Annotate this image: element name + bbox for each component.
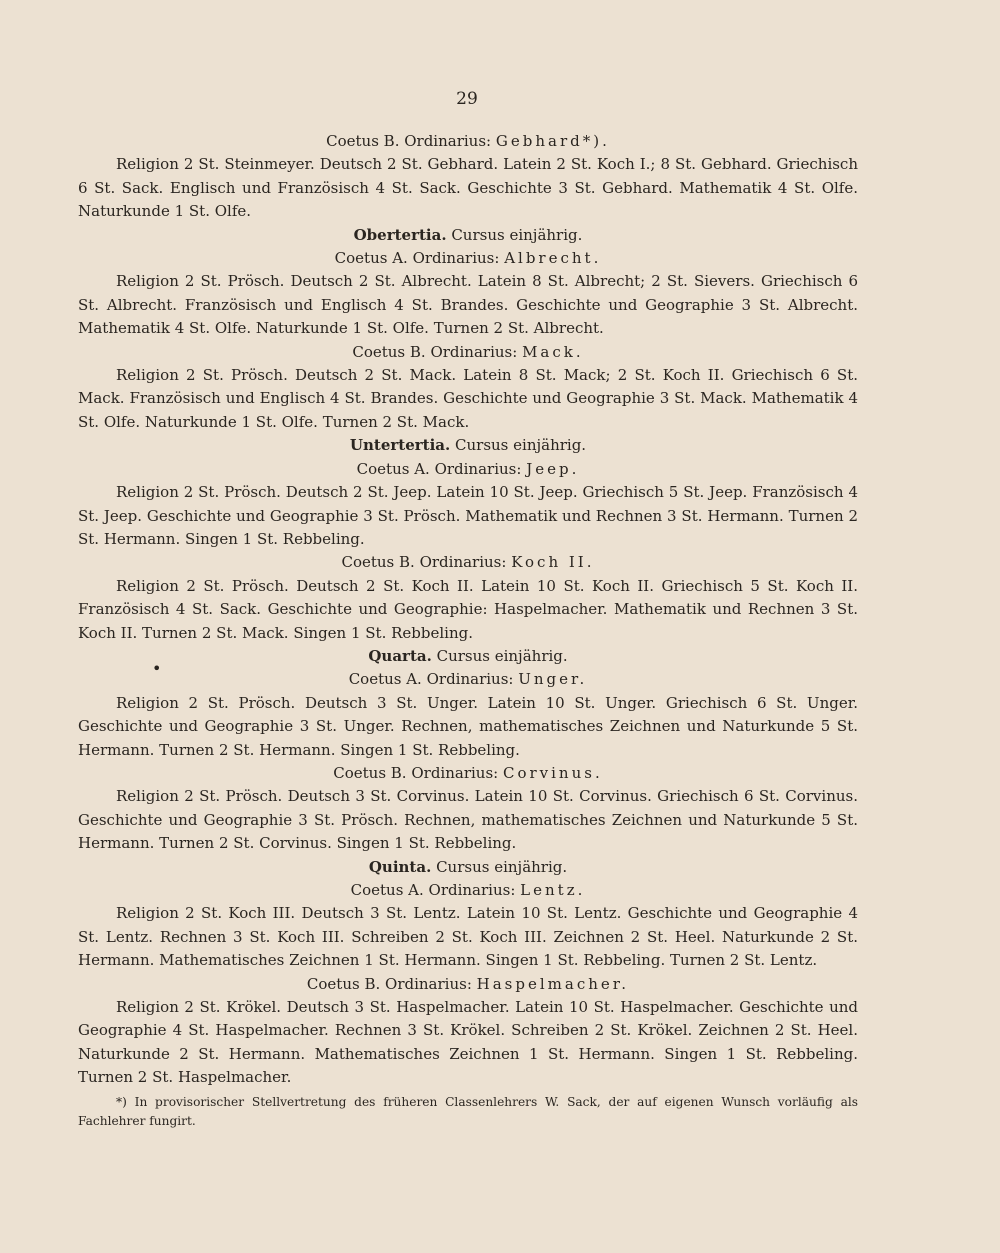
- lesson-paragraph: Religion 2 St. Prösch. Deutsch 3 St. Unger. Latein 10 St. Unger. Griechisch 6 St. Unger. Geschichte und Geographie 3 St. Unger. Rechnen, mathematisches Zeichnen und Naturkunde 5 St. Hermann. Turnen 2 St. Hermann. Singen 1 St. Rebbeling.: [78, 693, 858, 759]
- ordinarius-name: Haspelmacher.: [476, 974, 630, 993]
- footnote: *) In provisorischer Stellvertretung des früheren Classenlehrers W. Sack, der auf eigenen Wunsch vorläufig als Fachlehrer fungirt.: [78, 1094, 858, 1128]
- coetus-heading: Coetus A. Ordinarius: Unger.: [348, 670, 588, 689]
- ordinarius-name: Jeep.: [526, 459, 580, 478]
- lesson-paragraph: Religion 2 St. Prösch. Deutsch 2 St. Mack. Latein 8 St. Mack; 2 St. Koch II. Griechisch 6 St. Mack. Französisch und Englisch 4 St. Brandes. Geschichte und Geographie 3 St. Mack. Mathematik 4 St. Olfe. Naturkunde 1 St. Olfe. Turnen 2 St. Mack.: [78, 366, 858, 431]
- ordinarius-name: Gebhard*).: [495, 132, 610, 150]
- ordinarius-name: Unger.: [518, 670, 588, 689]
- class-heading-quinta: Quinta. Cursus einjährig.: [368, 857, 568, 876]
- page-number: 29: [456, 89, 478, 109]
- class-heading-obertertia: Obertertia. Cursus einjährig.: [353, 225, 583, 244]
- lesson-paragraph: Religion 2 St. Koch III. Deutsch 3 St. Lentz. Latein 10 St. Lentz. Geschichte und Geographie 4 St. Lentz. Rechnen 3 St. Koch III. Schreiben 2 St. Koch III. Zeichnen 2 St. Heel. Naturkunde 2 St. Hermann. Mathematisches Zeichnen 1 St. Hermann. Singen 1 St. Rebbeling. Turnen 2 St. Lentz.: [78, 904, 858, 970]
- lesson-paragraph: Religion 2 St. Krökel. Deutsch 3 St. Haspelmacher. Latein 10 St. Haspelmacher. Geschichte und Geographie 4 St. Haspelmacher. Rechnen 3 St. Krökel. Schreiben 2 St. Krökel. Zeichnen 2 St. Heel. Naturkunde 2 St. Hermann. Mathematisches Zeichnen 1 St. Hermann. Singen 1 St. Rebbeling. Turnen 2 St. Haspelmacher.: [78, 998, 858, 1087]
- lesson-paragraph: Religion 2 St. Prösch. Deutsch 3 St. Corvinus. Latein 10 St. Corvinus. Griechisch 6 St. Corvinus. Geschichte und Geographie 3 St. Prösch. Rechnen, mathematisches Zeichnen und Naturkunde 5 St. Hermann. Turnen 2 St. Corvinus. Singen 1 St. Rebbeling.: [78, 787, 858, 853]
- coetus-heading: Coetus B. Ordinarius: Gebhard*).: [326, 132, 610, 150]
- coetus-heading: Coetus B. Ordinarius: Haspelmacher.: [306, 974, 630, 993]
- ordinarius-name: Mack.: [522, 342, 584, 361]
- class-heading-quarta: Quarta. Cursus einjährig.: [368, 646, 568, 665]
- page-content: [78, 130, 858, 1143]
- coetus-heading: Coetus B. Ordinarius: Corvinus.: [333, 763, 603, 782]
- coetus-heading: Coetus A. Ordinarius: Albrecht.: [334, 249, 602, 268]
- ordinarius-name: Koch II.: [511, 553, 595, 572]
- lesson-paragraph: Religion 2 St. Prösch. Deutsch 2 St. Koch II. Latein 10 St. Koch II. Griechisch 5 St. Koch II. Französisch 4 St. Sack. Geschichte und Geographie: Haspelmacher. Mathematik und Rechnen 3 St. Koch II. Turnen 2 St. Mack. Singen 1 St. Rebbeling.: [78, 576, 858, 642]
- ordinarius-name: Albrecht.: [504, 249, 602, 268]
- coetus-heading: Coetus A. Ordinarius: Jeep.: [356, 459, 580, 478]
- ordinarius-name: Corvinus.: [502, 763, 603, 782]
- lesson-paragraph: Religion 2 St. Prösch. Deutsch 2 St. Albrecht. Latein 8 St. Albrecht; 2 St. Sievers. Griechisch 6 St. Albrecht. Französisch und Englisch 4 St. Brandes. Geschichte und Geographie 3 St. Albrecht. Mathematik 4 St. Olfe. Naturkunde 1 St. Olfe. Turnen 2 St. Albrecht.: [78, 272, 858, 338]
- coetus-heading: Coetus B. Ordinarius: Koch II.: [341, 553, 595, 572]
- coetus-heading: Coetus A. Ordinarius: Lentz.: [350, 881, 586, 899]
- coetus-heading: Coetus B. Ordinarius: Mack.: [352, 342, 584, 361]
- lesson-paragraph: Religion 2 St. Steinmeyer. Deutsch 2 St. Gebhard. Latein 2 St. Koch I.; 8 St. Gebhard. Griechisch 6 St. Sack. Englisch und Französisch 4 St. Sack. Geschichte 3 St. Gebhard. Mathematik 4 St. Olfe. Naturkunde 1 St. Olfe.: [78, 155, 858, 221]
- class-heading-untertertia: Untertertia. Cursus einjährig.: [349, 436, 587, 455]
- ordinarius-name: Lentz.: [520, 881, 586, 899]
- lesson-paragraph: Religion 2 St. Prösch. Deutsch 2 St. Jeep. Latein 10 St. Jeep. Griechisch 5 St. Jeep. Französisch 4 St. Jeep. Geschichte und Geographie 3 St. Prösch. Mathematik und Rechnen 3 St. Hermann. Turnen 2 St. Hermann. Singen 1 St. Rebbeling.: [78, 483, 858, 548]
- bullet-mark: •: [152, 659, 162, 678]
